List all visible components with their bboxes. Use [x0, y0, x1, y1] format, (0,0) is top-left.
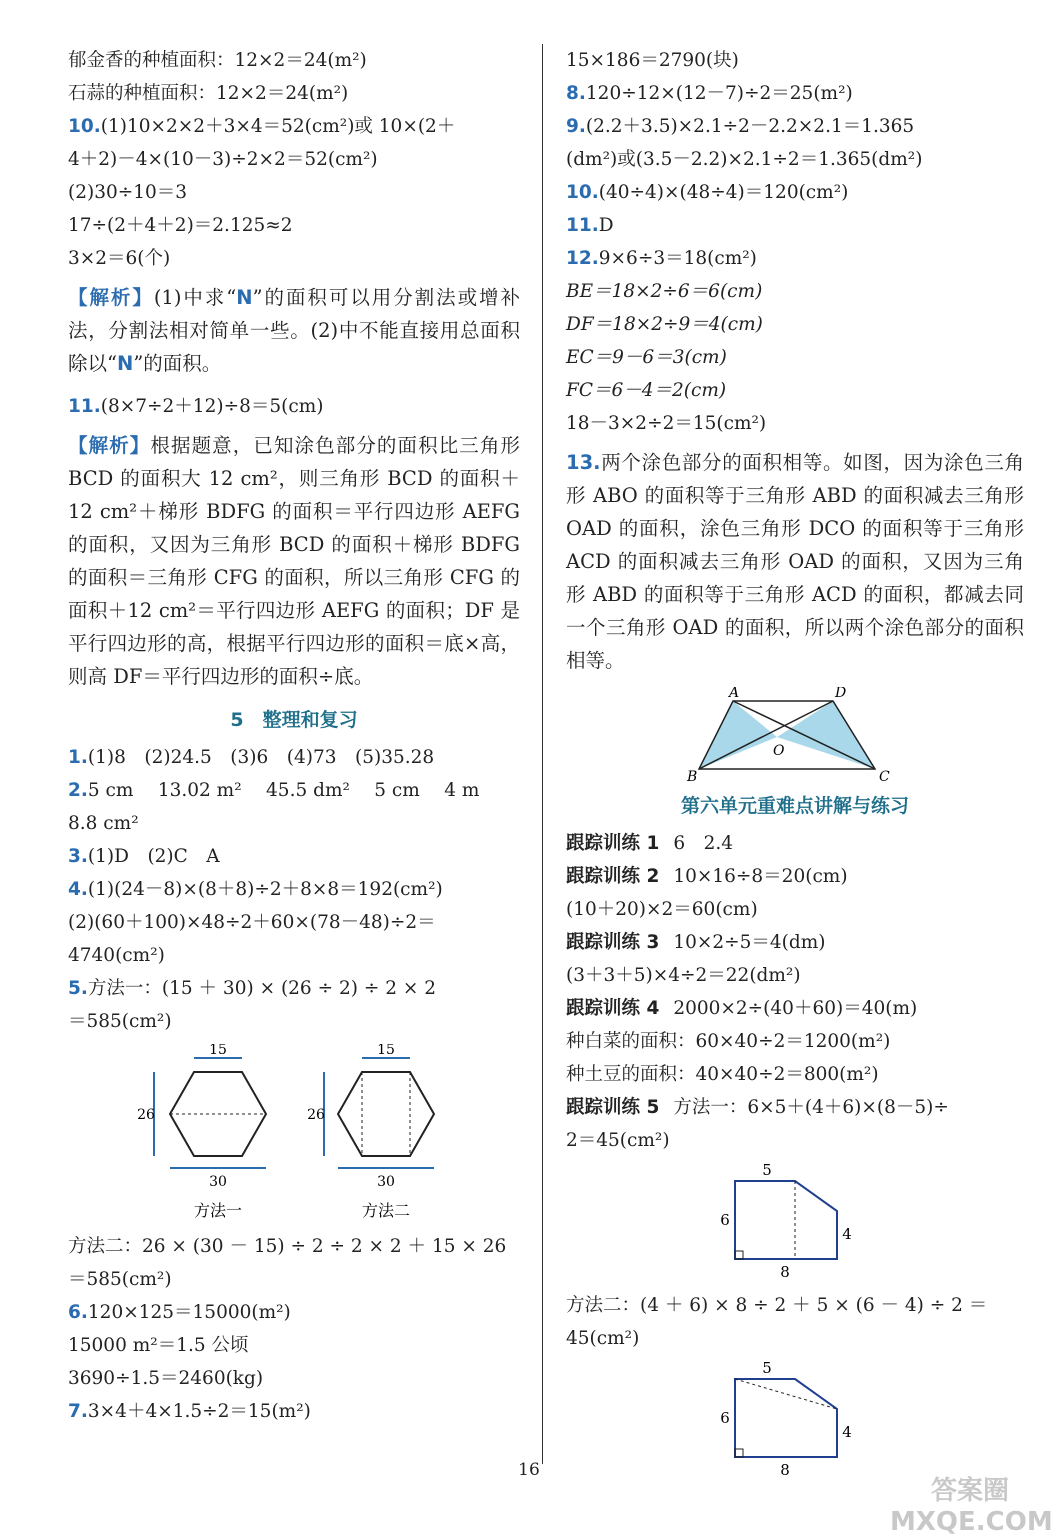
- question-number: 9.: [566, 116, 586, 137]
- track-label: 跟踪训练 5: [566, 1097, 660, 1118]
- question-12: [566, 242, 1024, 275]
- analysis-text: (1)中求“: [153, 286, 237, 309]
- point-b: B: [687, 769, 698, 783]
- answer-line: 45(cm²): [566, 1328, 640, 1349]
- track-4: [566, 992, 1024, 1025]
- analysis-tag: 【解析】: [68, 286, 154, 309]
- question-10: [68, 110, 520, 143]
- watermark-logo: 答案圈 MXQE.COM: [890, 1476, 1053, 1537]
- review-7: [68, 1395, 520, 1428]
- track-label: 跟踪训练 1: [566, 833, 660, 854]
- answer-line: 方法二：(4 ＋ 6) × 8 ÷ 2 ＋ 5 × (6 － 4) ÷ 2 ＝: [566, 1295, 988, 1316]
- point-c: C: [879, 769, 890, 783]
- label-left: 6: [720, 1211, 730, 1229]
- question-13: [566, 446, 1024, 677]
- analysis-2: [68, 429, 520, 693]
- answer-line: 3690÷1.5＝2460(kg): [68, 1368, 264, 1389]
- review-3: [68, 840, 520, 873]
- answer-line: 方法二：26 × (30 － 15) ÷ 2 ÷ 2 × 2 ＋ 15 × 26: [68, 1236, 507, 1257]
- review-5: [68, 972, 520, 1005]
- hexagon-method-1: [137, 1044, 266, 1220]
- answer-text: (40÷4)×(48÷4)＝120(cm²): [598, 182, 849, 203]
- question-11: [566, 209, 1024, 242]
- answer-text: 方法一：6×5＋(4＋6)×(8－5)÷: [673, 1097, 949, 1118]
- label-bottom: 8: [780, 1461, 790, 1479]
- hexagon-method-2: [307, 1044, 434, 1220]
- answer-text: (1)8 (2)24.5 (3)6 (4)73 (5)35.28: [87, 747, 435, 768]
- answer-line: 种土豆的面积：40×40÷2＝800(m²): [566, 1064, 879, 1085]
- track-5: [566, 1091, 1024, 1124]
- label-side: 26: [137, 1107, 155, 1123]
- answer-line: 石蒜的种植面积：12×2＝24(m²): [68, 83, 349, 104]
- question-number: 4.: [68, 879, 88, 900]
- column-divider: [542, 44, 543, 1464]
- answer-line: EC＝9－6＝3(cm): [566, 347, 727, 368]
- question-11: [68, 390, 520, 423]
- pentagon-figure-1: [715, 1163, 875, 1283]
- hexagon-figures: [134, 1044, 454, 1224]
- question-number: 6.: [68, 1302, 88, 1323]
- analysis-text: ”的面积可以用分割法或增补法，分割法相对简单一些。(2)中不能直接用总面积除以“: [68, 286, 520, 375]
- answer-text: 3×4＋4×1.5÷2＝15(m²): [87, 1401, 311, 1422]
- label-top: 5: [762, 1361, 772, 1377]
- n-shape-icon: N: [116, 352, 134, 375]
- caption: 方法一: [193, 1201, 243, 1220]
- label-top: 15: [377, 1044, 395, 1058]
- answer-text: 6 2.4: [673, 833, 734, 854]
- caption: 方法二: [361, 1201, 411, 1220]
- point-d: D: [835, 687, 847, 701]
- label-bottom: 8: [780, 1263, 790, 1281]
- question-number: 12.: [566, 248, 599, 269]
- review-4: [68, 873, 520, 906]
- answer-text: 10×2÷5＝4(dm): [673, 932, 826, 953]
- answer-line: 4＋2)－4×(10－3)÷2×2＝52(cm²): [68, 149, 378, 170]
- label-top: 15: [209, 1044, 227, 1058]
- label-bottom: 30: [377, 1174, 395, 1190]
- question-number: 7.: [68, 1401, 88, 1422]
- page-number: 16: [518, 1460, 540, 1480]
- answer-text: 9×6÷3＝18(cm²): [598, 248, 757, 269]
- answer-line: 15000 m²＝1.5 公顷: [68, 1335, 249, 1356]
- answer-text: 2000×2÷(40＋60)＝40(m): [673, 998, 918, 1019]
- trapezoid-figure: [685, 687, 905, 783]
- track-label: 跟踪训练 2: [566, 866, 660, 887]
- point-o: O: [773, 743, 785, 759]
- answer-line: BE＝18×2÷6＝6(cm): [566, 281, 763, 302]
- analysis-text: 根据题意，已知涂色部分的面积比三角形 BCD 的面积大 12 cm²，则三角形 BCD 的面积＋12 cm²＋梯形 BDFG 的面积＝平行四边形 AEFG 的面积，又因为三角形 BCD 的面积＋梯形 BDFG 的面积＝三角形 CFG 的面积，所以三角形 CFG 的面积＋12 cm²＝平行四边形 AEFG 的面积；DF 是平行四边形的高，根据平行四边形的面积＝底×高，则高 DF＝平行四边形的面积÷底。: [68, 434, 520, 688]
- answer-line: (dm²)或(3.5－2.2)×2.1÷2＝1.365(dm²): [566, 149, 923, 170]
- point-a: A: [729, 687, 740, 701]
- question-number: 13.: [566, 451, 601, 474]
- answer-line: ＝585(cm²): [68, 1011, 172, 1032]
- n-shape-icon: N: [236, 286, 253, 309]
- label-right: 4: [842, 1423, 852, 1441]
- review-1: [68, 741, 520, 774]
- question-9: [566, 110, 1024, 143]
- answer-line: ＝585(cm²): [68, 1269, 172, 1290]
- answer-text: (1)(24－8)×(8＋8)÷2＋8×8＝192(cm²): [87, 879, 443, 900]
- answer-line: 3×2＝6(个): [68, 248, 171, 269]
- left-column: [68, 44, 520, 1428]
- review-2: [68, 774, 520, 807]
- answer-text: (2.2＋3.5)×2.1÷2－2.2×2.1＝1.365: [585, 116, 915, 137]
- track-2: [566, 860, 1024, 893]
- answer-line: (10＋20)×2＝60(cm): [566, 899, 758, 920]
- track-1: [566, 827, 1024, 860]
- question-number: 11.: [566, 215, 599, 236]
- question-number: 2.: [68, 780, 88, 801]
- answer-text: 120÷12×(12－7)÷2＝25(m²): [585, 83, 853, 104]
- question-number: 8.: [566, 83, 586, 104]
- analysis-text: ”的面积。: [133, 352, 222, 375]
- answer-text: 120×125＝15000(m²): [87, 1302, 291, 1323]
- answer-line: 种白菜的面积：60×40÷2＝1200(m²): [566, 1031, 891, 1052]
- answer-line: DF＝18×2÷9＝4(cm): [566, 314, 763, 335]
- answer-line: 郁金香的种植面积：12×2＝24(m²): [68, 50, 367, 71]
- answer-text: D: [598, 215, 614, 236]
- question-number: 3.: [68, 846, 88, 867]
- track-label: 跟踪训练 4: [566, 998, 660, 1019]
- answer-line: 15×186＝2790(块): [566, 50, 739, 71]
- answer-line: 18－3×2÷2＝15(cm²): [566, 413, 767, 434]
- answer-line: (2)30÷10＝3: [68, 182, 188, 203]
- track-label: 跟踪训练 3: [566, 932, 660, 953]
- answer-text: 两个涂色部分的面积相等。如图，因为涂色三角形 ABO 的面积等于三角形 ABD 的面积减去三角形 OAD 的面积，涂色三角形 DCO 的面积等于三角形 ACD 的面积减去三角形 OAD 的面积，又因为三角形 ABD 的面积等于三角形 ACD 的面积，都减去同一个三角形 OAD 的面积，所以两个涂色部分的面积相等。: [566, 451, 1024, 672]
- question-number: 1.: [68, 747, 88, 768]
- question-number: 11.: [68, 396, 101, 417]
- label-left: 6: [720, 1409, 730, 1427]
- answer-line: 2＝45(cm²): [566, 1130, 670, 1151]
- answer-text: 10×16÷8＝20(cm): [673, 866, 848, 887]
- question-number: 10.: [566, 182, 599, 203]
- analysis-1: [68, 281, 520, 380]
- track-3: [566, 926, 1024, 959]
- question-number: 5.: [68, 978, 88, 999]
- label-right: 4: [842, 1225, 852, 1243]
- answer-line: (2)(60＋100)×48÷2＋60×(78－48)÷2＝: [68, 912, 436, 933]
- right-column: [566, 44, 1024, 1487]
- answer-line: 8.8 cm²: [68, 813, 139, 834]
- question-number: 10.: [68, 116, 101, 137]
- answer-line: (3＋3＋5)×4÷2＝22(dm²): [566, 965, 801, 986]
- section-title: 第六单元重难点讲解与练习: [680, 795, 909, 817]
- answer-line: 4740(cm²): [68, 945, 165, 966]
- answer-text: 方法一：(15 ＋ 30) × (26 ÷ 2) ÷ 2 × 2: [87, 978, 437, 999]
- answer-text: (1)10×2×2＋3×4＝52(cm²)或 10×(2＋: [100, 116, 456, 137]
- label-side: 26: [307, 1107, 325, 1123]
- label-top: 5: [762, 1163, 772, 1179]
- answer-line: 17÷(2＋4＋2)＝2.125≈2: [68, 215, 293, 236]
- answer-text: 5 cm 13.02 m² 45.5 dm² 5 cm 4 m: [87, 780, 480, 801]
- review-6: [68, 1296, 520, 1329]
- answer-line: FC＝6－4＝2(cm): [566, 380, 727, 401]
- question-10: [566, 176, 1024, 209]
- section-title: 5 整理和复习: [230, 709, 358, 731]
- analysis-tag: 【解析】: [68, 434, 151, 457]
- question-8: [566, 77, 1024, 110]
- label-bottom: 30: [209, 1174, 227, 1190]
- answer-text: (1)D (2)C A: [87, 846, 220, 867]
- answer-text: (8×7÷2＋12)÷8＝5(cm): [100, 396, 324, 417]
